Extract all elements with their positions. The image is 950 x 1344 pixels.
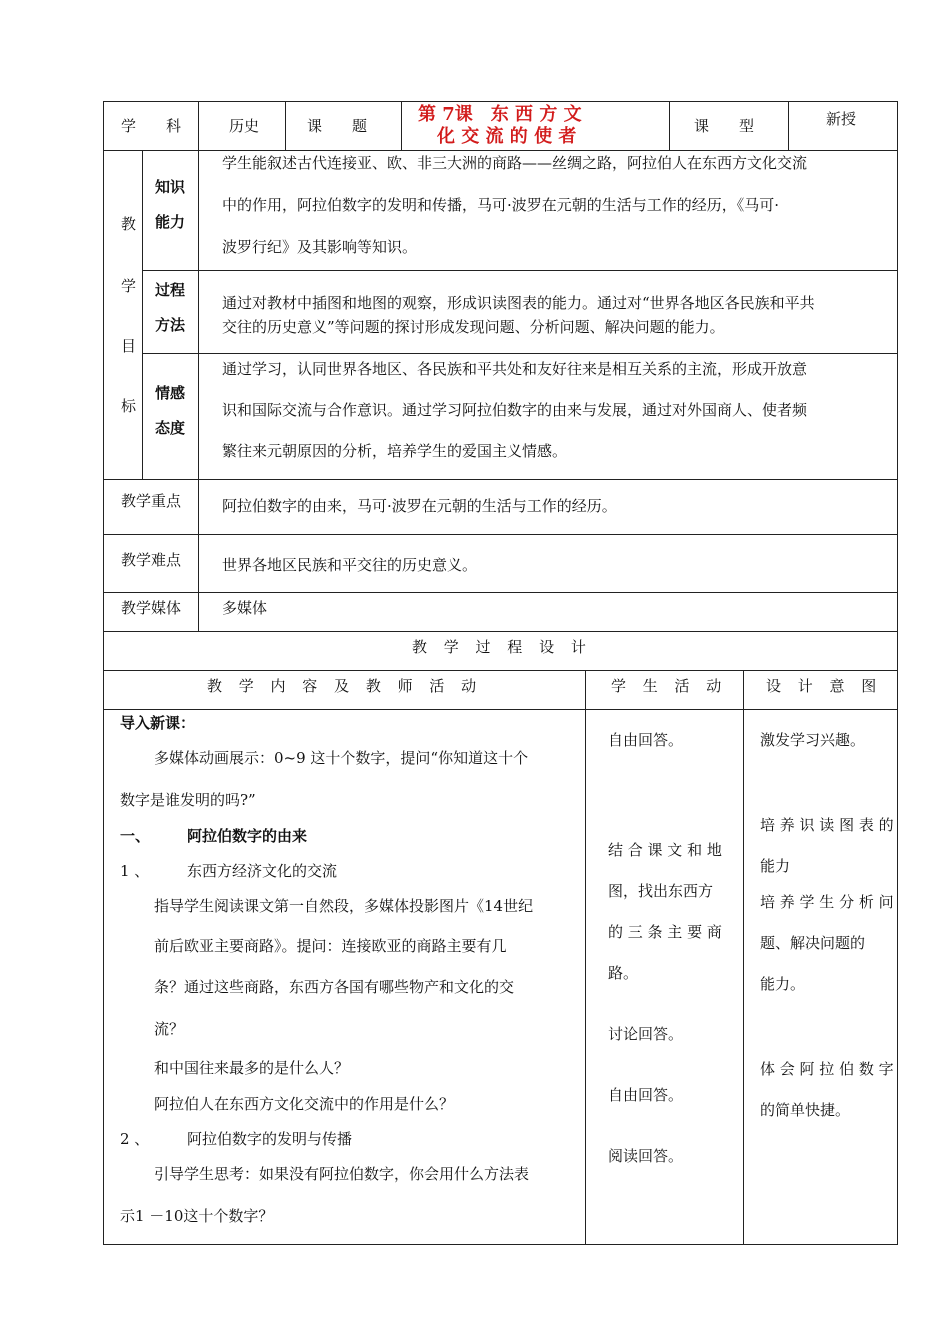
- knowledge-line-3: 波罗行纪》及其影响等知识。: [222, 238, 418, 256]
- intro-heading: 导入新课：: [120, 714, 196, 732]
- intent-4-line-1: 体 会 阿 拉 伯 数 字: [760, 1060, 894, 1078]
- emotion-label-2: 态度: [155, 419, 186, 437]
- student-answer-5: 阅读回答。: [608, 1147, 684, 1165]
- knowledge-line-2: 中的作用，阿拉伯数字的发明和传播，马可·波罗在元朝的生活与工作的经历，《马可·: [222, 196, 780, 214]
- process-design-title: 教 学 过 程 设 计: [412, 638, 592, 656]
- knowledge-label-1: 知识: [155, 178, 186, 196]
- emotion-line-2: 识和国际交流与合作意识。通过学习阿拉伯数字的由来与发展，通过对外国商人、使者频: [222, 401, 808, 419]
- difficulties-value: 世界各地区民族和平交往的历史意义。: [222, 556, 478, 574]
- content-column-header: 教 学 内 容 及 教 师 活 动: [207, 677, 483, 695]
- section1-title: 阿拉伯数字的由来: [187, 827, 308, 845]
- p1-line-2: 前后欧亚主要商路》。提问：连接欧亚的商路主要有几: [154, 937, 507, 955]
- knowledge-label-2: 能力: [155, 213, 186, 231]
- student-answer-3: 讨论回答。: [608, 1025, 684, 1043]
- intent-3-line-3: 能力。: [760, 975, 806, 993]
- student-answer-2-line-4: 路。: [608, 964, 639, 982]
- intro-line-2: 数字是谁发明的吗?”: [120, 791, 256, 809]
- process-label-2: 方法: [155, 316, 186, 334]
- p1-line-4: 流？: [154, 1020, 185, 1038]
- subject-label: 学 科: [121, 117, 182, 135]
- objectives-side-4: 标: [121, 397, 137, 415]
- sub1-title: 东西方经济文化的交流: [187, 862, 338, 880]
- intent-3-line-2: 题、解决问题的: [760, 934, 866, 952]
- intent-column-header: 设 计 意 图: [766, 677, 883, 695]
- topic-label: 课 题: [307, 117, 368, 135]
- emotion-label-cell: [142, 353, 199, 480]
- emotion-line-3: 繁往来元朝原因的分析，培养学生的爱国主义情感。: [222, 442, 568, 460]
- process-line-2: 交往的历史意义”等问题的探讨形成发现问题、分析问题、解决问题的能力。: [222, 318, 725, 336]
- intent-1: 激发学习兴趣。: [760, 731, 866, 749]
- student-answer-2-line-3: 的 三 条 主 要 商: [608, 923, 722, 941]
- knowledge-line-1: 学生能叙述古代连接亚、欧、非三大洲的商路——丝绸之路，阿拉伯人在东西方文化交流: [222, 154, 808, 172]
- sub1-number: 1 、: [120, 862, 150, 880]
- p1-line-3: 条？通过这些商路，东西方各国有哪些物产和文化的交: [154, 978, 515, 996]
- key-points-value: 阿拉伯数字的由来，马可·波罗在元朝的生活与工作的经历。: [222, 497, 617, 515]
- intent-2-line-2: 能力: [760, 857, 791, 875]
- media-value-cell: [198, 592, 898, 632]
- question-2: 阿拉伯人在东西方文化交流中的作用是什么？: [154, 1095, 455, 1113]
- difficulties-label: 教学难点: [121, 551, 182, 569]
- intent-3-line-1: 培 养 学 生 分 析 问: [760, 893, 894, 911]
- objectives-side-1: 教: [121, 215, 137, 233]
- process-label-1: 过程: [155, 281, 186, 299]
- key-points-label: 教学重点: [121, 492, 182, 510]
- media-label: 教学媒体: [121, 599, 182, 617]
- objectives-side-3: 目: [121, 337, 137, 355]
- intent-4-line-2: 的简单快捷。: [760, 1101, 851, 1119]
- subject-value: 历史: [229, 117, 260, 135]
- type-value: 新授: [826, 110, 857, 128]
- sub2-number: 2 、: [120, 1130, 150, 1148]
- intro-line-1: 多媒体动画展示：0~9 这十个数字，提问“你知道这十个: [154, 749, 529, 767]
- lesson-title-line2: 化 交 流 的 使 者: [437, 126, 577, 147]
- objectives-side-2: 学: [121, 277, 137, 295]
- process-line-1: 通过对教材中插图和地图的观察，形成识读图表的能力。通过对“世界各地区各民族和平共: [222, 294, 815, 312]
- type-label: 课 型: [694, 117, 755, 135]
- knowledge-label-cell: [142, 150, 199, 271]
- student-answer-4: 自由回答。: [608, 1086, 684, 1104]
- emotion-label-1: 情感: [155, 384, 186, 402]
- student-answer-2-line-1: 结 合 课 文 和 地: [608, 841, 722, 859]
- student-column-header: 学 生 活 动: [611, 677, 728, 695]
- p1-line-1: 指导学生阅读课文第一自然段，多媒体投影图片《14世纪: [154, 897, 534, 915]
- student-answer-1: 自由回答。: [608, 731, 684, 749]
- p2-line-2: 示1 －10这十个数字？: [120, 1207, 274, 1225]
- p2-line-1: 引导学生思考：如果没有阿拉伯数字，你会用什么方法表: [154, 1165, 530, 1183]
- lesson-title-line1: 第 7课 东 西 方 文: [418, 104, 582, 125]
- media-value: 多媒体: [222, 599, 268, 617]
- objectives-side-cell: [103, 150, 143, 480]
- intent-2-line-1: 培 养 识 读 图 表 的: [760, 816, 894, 834]
- student-answer-2-line-2: 图，找出东西方: [608, 882, 714, 900]
- question-1: 和中国往来最多的是什么人？: [154, 1059, 350, 1077]
- sub2-title: 阿拉伯数字的发明与传播: [187, 1130, 353, 1148]
- emotion-line-1: 通过学习，认同世界各地区、各民族和平共处和友好往来是相互关系的主流，形成开放意: [222, 360, 808, 378]
- section1-number: 一、: [120, 827, 151, 845]
